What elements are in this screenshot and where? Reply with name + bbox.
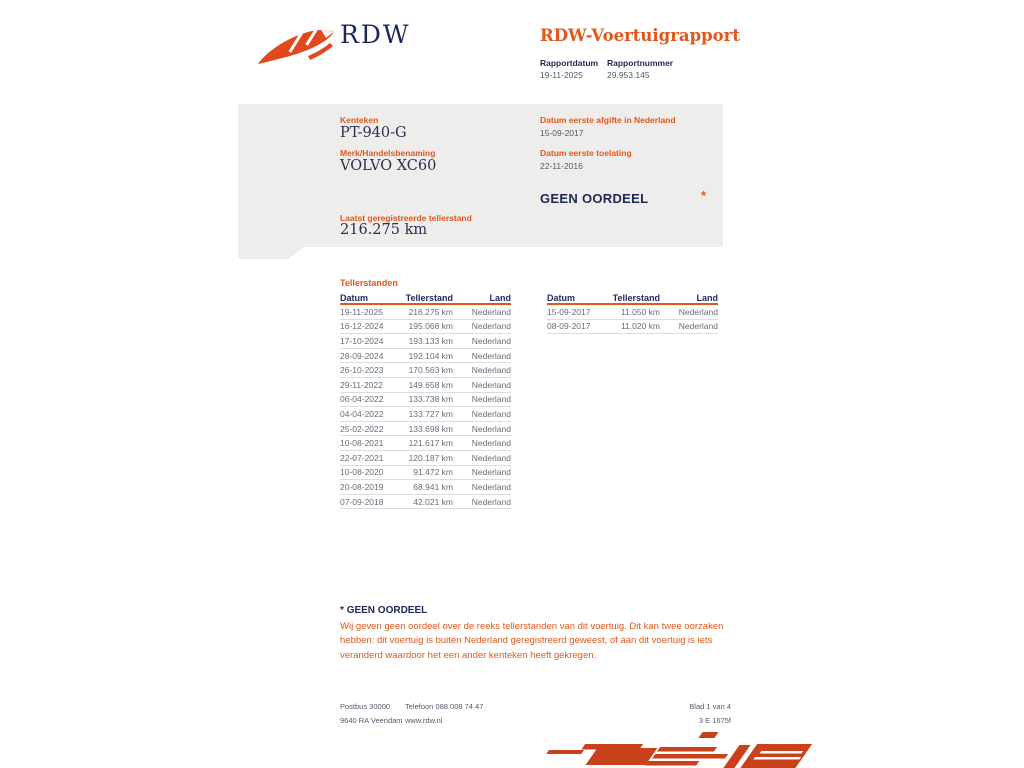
table-cell: 07-09-2018	[340, 496, 384, 507]
report-date-label: Rapportdatum	[540, 58, 599, 68]
footer-contact	[405, 700, 483, 728]
table-cell: 133.727 km	[408, 408, 453, 419]
table-cell: 17-10-2024	[340, 335, 384, 346]
table-cell: 42.021 km	[413, 496, 453, 507]
report-number-label: Rapportnummer	[607, 58, 674, 68]
table-cell: 28-09-2024	[340, 350, 384, 361]
col-header-land: Land	[696, 293, 718, 303]
footer-city: 9640 RA Veendam	[340, 716, 403, 725]
table-cell: 22-07-2021	[340, 452, 384, 463]
rdw-logo-wordmark: RDW	[340, 20, 411, 49]
table-cell: 15-09-2017	[547, 306, 591, 317]
footer-form-code: 3 E 1675f	[698, 716, 731, 725]
table-cell: 149.658 km	[408, 379, 453, 390]
odometer-table-left	[340, 291, 511, 509]
table-cell: 11.020 km	[620, 321, 660, 332]
eerste-afgifte-label: Datum eerste afgifte in Nederland	[540, 115, 676, 125]
table-cell: 06-04-2022	[340, 394, 384, 405]
footnote-title: GEEN OORDEEL	[346, 605, 428, 616]
table-cell: 25-02-2022	[340, 423, 384, 434]
table-row	[340, 466, 511, 481]
table-row	[340, 363, 511, 378]
table-cell: Nederland	[471, 496, 511, 507]
table-row	[340, 393, 511, 408]
merk-value: VOLVO XC60	[340, 158, 437, 174]
rdw-feather-logo-icon	[256, 24, 336, 68]
eerste-toelating-value: 22-11-2016	[540, 161, 583, 171]
laatste-tellerstand-value: 216.275 km	[340, 222, 428, 238]
table-cell: Nederland	[471, 467, 511, 478]
col-header-tellerstand: Tellerstand	[405, 293, 453, 303]
tellerstanden-heading: Tellerstanden	[340, 278, 398, 288]
table-cell: 10-08-2021	[340, 438, 384, 449]
table-row	[340, 436, 511, 451]
footer-website: www.rdw.nl	[405, 716, 443, 725]
kenteken-label: Kenteken	[340, 115, 379, 125]
table-cell: Nederland	[471, 438, 511, 449]
table-cell: 10-08-2020	[340, 467, 384, 478]
table-cell: 121.617 km	[408, 438, 453, 449]
table-row	[340, 495, 511, 510]
table-cell: Nederland	[471, 365, 511, 376]
footer-address	[340, 700, 403, 728]
table-cell: 120.187 km	[408, 452, 453, 463]
footer-page-info	[600, 700, 731, 728]
report-number-value: 29.953.145	[607, 70, 650, 80]
table-cell: 08-09-2017	[547, 321, 591, 332]
eerste-afgifte-value: 15-09-2017	[540, 128, 584, 138]
table-header-row	[547, 291, 718, 305]
footnote-body: Wij geven geen oordeel over de reeks tellerstanden van dit voertuig. Dit kan twee oorzaken hebben: dit voertuig is buiten Nederland geregistreerd geweest, of aan dit voertuig is iets veranderd waardoor het een ander kenteken heeft gekregen.	[340, 621, 724, 661]
table-cell: 29-11-2022	[340, 379, 383, 390]
table-cell: Nederland	[471, 335, 511, 346]
table-row	[340, 334, 511, 349]
table-cell: 170.563 km	[408, 365, 453, 376]
verdict-text: GEEN OORDEEL	[540, 191, 649, 206]
col-header-tellerstand: Tellerstand	[612, 293, 660, 303]
vehicle-summary-box	[238, 104, 723, 247]
report-date-value: 19-11-2025	[540, 70, 583, 80]
table-cell: 192.104 km	[408, 350, 453, 361]
table-cell: 91.472 km	[413, 467, 453, 478]
table-row	[340, 349, 511, 364]
footer-postbus: Postbus 30000	[340, 702, 391, 711]
table-cell: 193.133 km	[408, 335, 453, 346]
table-row	[340, 451, 511, 466]
table-body	[340, 305, 511, 509]
footnote-asterisk: *	[340, 605, 344, 616]
footer-phone: Telefoon 088 008 74 47	[405, 702, 484, 711]
table-cell: Nederland	[471, 452, 511, 463]
table-row	[547, 305, 718, 320]
table-cell: Nederland	[471, 379, 511, 390]
page-title: RDW-Voertuigrapport	[540, 26, 740, 45]
table-cell: 11.050 km	[620, 306, 660, 317]
table-cell: 68.941 km	[413, 481, 453, 492]
table-row	[340, 378, 511, 393]
table-body	[547, 305, 718, 334]
table-row	[340, 320, 511, 335]
table-header-row	[340, 291, 511, 305]
kenteken-value: PT-940-G	[340, 125, 407, 141]
table-cell: 133.698 km	[408, 423, 453, 434]
table-row	[340, 407, 511, 422]
table-cell: 16-12-2024	[340, 321, 384, 332]
table-cell: 19-11-2025	[340, 306, 383, 317]
col-header-datum: Datum	[340, 293, 369, 303]
table-cell: Nederland	[678, 306, 718, 317]
table-cell: 26-10-2023	[340, 365, 384, 376]
footnote-heading	[340, 605, 427, 616]
table-cell: 04-04-2022	[340, 408, 384, 419]
odometer-table-right	[547, 291, 718, 334]
table-row	[340, 422, 511, 437]
table-cell: 20-08-2019	[340, 481, 384, 492]
table-row	[340, 480, 511, 495]
footer-page-indicator: Blad 1 van 4	[689, 702, 731, 711]
verdict-asterisk: *	[701, 188, 707, 203]
table-cell: Nederland	[471, 306, 511, 317]
table-cell: 195.068 km	[408, 321, 453, 332]
col-header-land: Land	[489, 293, 511, 303]
merk-label: Merk/Handelsbenaming	[340, 148, 436, 158]
table-cell: Nederland	[471, 481, 511, 492]
table-row	[547, 320, 718, 335]
table-row	[340, 305, 511, 320]
eerste-toelating-label: Datum eerste toelating	[540, 148, 632, 158]
table-cell: Nederland	[678, 321, 718, 332]
table-cell: 216.275 km	[408, 306, 453, 317]
laatste-tellerstand-label: Laatst geregistreerde tellerstand	[340, 213, 472, 223]
table-cell: Nederland	[471, 350, 511, 361]
col-header-datum: Datum	[547, 293, 576, 303]
table-cell: Nederland	[471, 394, 511, 405]
table-cell: 133.738 km	[408, 394, 453, 405]
table-cell: Nederland	[471, 423, 511, 434]
rdw-stripes-graphic-icon	[540, 730, 830, 768]
table-cell: Nederland	[471, 321, 511, 332]
table-cell: Nederland	[471, 408, 511, 419]
vehicle-summary-box-tab	[238, 247, 304, 259]
